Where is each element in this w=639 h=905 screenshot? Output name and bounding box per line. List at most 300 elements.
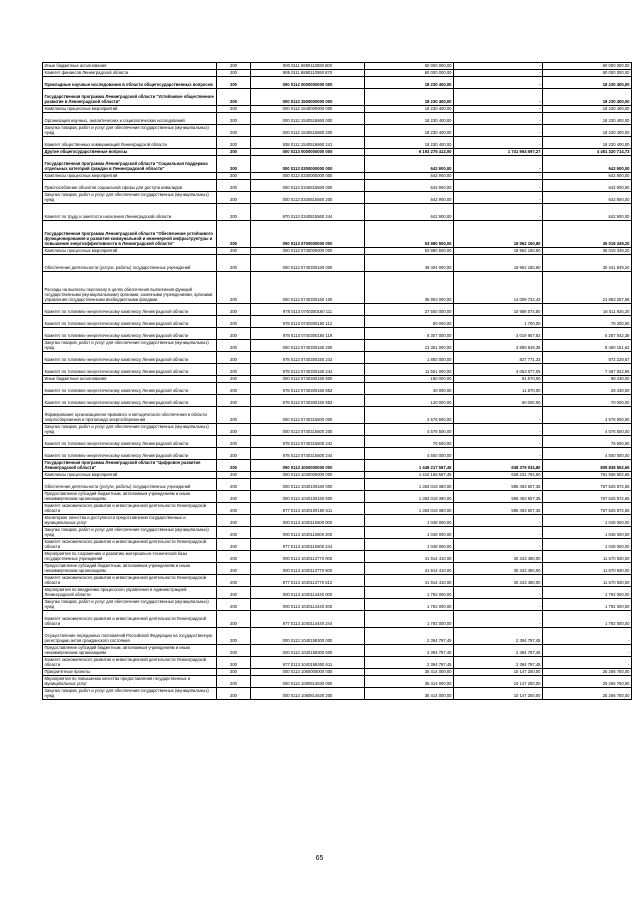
row-name-cell: Закупка товаров, работ и услуг для обеспечения государственных (муниципальных) нужд [43,340,217,352]
row-name-cell: Закупка товаров, работ и услуг для обеспечения государственных (муниципальных) нужд [43,527,217,539]
executed-amount-cell: - [454,527,543,539]
row-name-cell: Обеспечение деятельности (услуги, работы) государственных учреждений [43,479,217,491]
line-code-cell: 200 [217,645,251,657]
table-row [43,89,632,106]
row-name-cell: Комитет по топливно-энергетическому комплексу Ленинградской области [43,352,217,364]
approved-amount-cell: 2 394 797,45 [365,645,454,657]
unexecuted-amount-cell: 1 048 000,00 [543,539,632,551]
unexecuted-amount-cell: 1 792 000,00 [543,587,632,599]
table-row [43,272,632,304]
row-name-cell: Комплексы процессных мероприятий [43,106,217,113]
row-name-cell: Закупка товаров, работ и услуг для обеспечения государственных (муниципальных) нужд [43,424,217,436]
executed-amount-cell: 595 493 507,35 [454,479,543,491]
row-name-cell: Государственная программа Ленинградской области "Устойчивое общественное развитие в Ленинградской области" [43,89,217,106]
budget-classification-code-cell: 978 0113 0740300160 852 [251,383,365,395]
row-name-cell: Закупка товаров, работ и услуг для обеспечения государственных (муниципальных) нужд [43,125,217,137]
table-row [43,316,632,328]
executed-amount-cell: 638 379 034,80 [454,460,543,472]
unexecuted-amount-cell: 28 430,00 [543,383,632,395]
unexecuted-amount-cell: 1 792 000,00 [543,599,632,611]
line-code-cell: 200 [217,503,251,515]
budget-classification-code-cell: 000 0113 1040100160 000 [251,479,365,491]
line-code-cell: 200 [217,563,251,575]
table-row [43,192,632,204]
budget-classification-code-cell: 000 0113 1060814630 200 [251,688,365,700]
executed-amount-cell: 30 343 480,00 [454,563,543,575]
approved-amount-cell: 53 980 500,00 [365,221,454,248]
budget-classification-code-cell: 000 0113 1040114440 000 [251,587,365,599]
table-row [43,248,632,255]
row-name-cell: Государственная программа Ленинградской области "Социальная поддержка отдельных категорий граждан в Ленинградской области" [43,156,217,173]
table-row [43,149,632,156]
approved-amount-cell: 642 900,00 [365,180,454,192]
budget-classification-code-cell: 970 0113 0340815560 244 [251,204,365,221]
budget-classification-code-cell: 000 0113 1040000000 000 [251,472,365,479]
unexecuted-amount-cell: 11 570 930,00 [543,575,632,587]
line-code-cell: 200 [217,436,251,448]
unexecuted-amount-cell: - [543,657,632,669]
executed-amount-cell: 4 890 848,38 [454,340,543,352]
table-row [43,376,632,383]
unexecuted-amount-cell: 35 018 349,20 [543,221,632,248]
approved-amount-cell: 642 900,00 [365,156,454,173]
approved-amount-cell: 1 363 019 380,00 [365,491,454,503]
budget-classification-code-cell: 000 0113 0740300160 100 [251,272,365,304]
budget-classification-code-cell: 978 0113 0740300160 244 [251,364,365,376]
approved-amount-cell: 160 000,00 [365,376,454,383]
unexecuted-amount-cell: 1 048 000,00 [543,527,632,539]
table-row [43,77,632,89]
line-code-cell: 200 [217,376,251,383]
line-code-cell: 200 [217,173,251,180]
unexecuted-amount-cell: 8 460 151,62 [543,340,632,352]
executed-amount-cell: - [454,63,543,70]
line-code-cell: 200 [217,192,251,204]
table-row [43,407,632,424]
executed-amount-cell: 10 988 074,80 [454,304,543,316]
approved-amount-cell: 49 404 000,00 [365,255,454,272]
executed-amount-cell: - [454,125,543,137]
row-name-cell: Комплексы процессных мероприятий [43,472,217,479]
unexecuted-amount-cell: 18 230 400,00 [543,125,632,137]
approved-amount-cell: 41 914 410,00 [365,551,454,563]
unexecuted-amount-cell: 18 230 400,00 [543,106,632,113]
page-number: 65 [315,855,324,862]
executed-amount-cell: - [454,77,543,89]
approved-amount-cell: 35 414 000,00 [365,669,454,676]
line-code-cell: 200 [217,472,251,479]
budget-classification-code-cell: 000 0113 0340815560 200 [251,192,365,204]
executed-amount-cell: - [454,173,543,180]
approved-amount-cell: 18 230 400,00 [365,137,454,149]
line-code-cell: 200 [217,255,251,272]
executed-amount-cell: - [454,611,543,628]
line-code-cell: 200 [217,424,251,436]
approved-amount-cell: 4 500 000,00 [365,448,454,460]
approved-amount-cell: 80 000,00 [365,316,454,328]
budget-table-sheet [42,62,630,700]
approved-amount-cell: 35 893 000,00 [365,272,454,304]
line-code-cell: 200 [217,89,251,106]
budget-classification-code-cell: 000 0112 1540516860 200 [251,125,365,137]
unexecuted-amount-cell: 76 500,00 [543,436,632,448]
row-name-cell: Закупка товаров, работ и услуг для обеспечения государственных (муниципальных) нужд [43,599,217,611]
table-row [43,424,632,436]
approved-amount-cell: 60 000 000,00 [365,70,454,77]
budget-classification-code-cell: 978 0113 0740300160 111 [251,304,365,316]
table-row [43,688,632,700]
line-code-cell: 200 [217,448,251,460]
row-name-cell: Предоставление субсидий бюджетным, автономным учреждениям и иным некоммерческим организациям [43,563,217,575]
approved-amount-cell: 1 792 000,00 [365,611,454,628]
executed-amount-cell: 10 147 250,00 [454,669,543,676]
budget-classification-code-cell: 000 0113 1060000000 000 [251,669,365,676]
executed-amount-cell: - [454,89,543,106]
line-code-cell: 200 [217,221,251,248]
budget-classification-code-cell: 000 0113 0000000000 000 [251,149,365,156]
approved-amount-cell: 1 448 217 587,45 [365,460,454,472]
line-code-cell: 200 [217,77,251,89]
unexecuted-amount-cell: 4 576 500,00 [543,424,632,436]
line-code-cell: 200 [217,669,251,676]
executed-amount-cell: - [454,180,543,192]
table-row [43,395,632,407]
row-name-cell: Другие общегосударственные вопросы [43,149,217,156]
row-name-cell: Мероприятия по внедрению процессного управления в Администрацией Ленинградской области [43,587,217,599]
approved-amount-cell: 18 230 400,00 [365,125,454,137]
line-code-cell: 200 [217,479,251,491]
line-code-cell: 200 [217,515,251,527]
approved-amount-cell: 76 500,00 [365,436,454,448]
approved-amount-cell: 41 914 410,00 [365,563,454,575]
budget-classification-code-cell: 977 0113 1040113770 612 [251,575,365,587]
budget-classification-code-cell: 000 0113 1040110600 000 [251,515,365,527]
row-name-cell: Закупка товаров, работ и услуг для обеспечения государственных (муниципальных) нужд [43,688,217,700]
row-name-cell: Формирование организационно-правового и методического обеспечения в области энергосбережения и пропаганда энергосбережения [43,407,217,424]
executed-amount-cell: - [454,407,543,424]
executed-amount-cell: 595 493 507,35 [454,503,543,515]
table-row [43,156,632,173]
line-code-cell: 200 [217,204,251,221]
line-code-cell: 200 [217,491,251,503]
row-name-cell: Расходы на выплаты персоналу в целях обеспечения выполнения функций государственными (муниципальными) органами, казенными учреждениями, органами управления государственными внебюджетными фондами [43,272,217,304]
executed-amount-cell: 1 741 954 697,27 [454,149,543,156]
unexecuted-amount-cell: 809 838 552,65 [543,460,632,472]
executed-amount-cell: 4 063 077,05 [454,364,543,376]
unexecuted-amount-cell: 972 228,67 [543,352,632,364]
table-row [43,460,632,472]
row-name-cell: Комитет экономического развития и инвестиционной деятельности Ленинградской области [43,575,217,587]
budget-classification-code-cell: 000 0113 0740300160 000 [251,255,365,272]
line-code-cell: 200 [217,180,251,192]
approved-amount-cell: 41 914 410,00 [365,575,454,587]
unexecuted-amount-cell: 18 230 400,00 [543,137,632,149]
row-name-cell: Предоставление субсидий бюджетным, автономным учреждениям и иным некоммерческим организациям [43,645,217,657]
budget-classification-code-cell: 000 0112 0000000000 000 [251,77,365,89]
approved-amount-cell: 1 048 000,00 [365,539,454,551]
unexecuted-amount-cell: - [543,645,632,657]
row-name-cell: Закупка товаров, работ и услуг для обеспечения государственных (муниципальных) нужд [43,192,217,204]
budget-classification-code-cell: 978 0113 0740300160 119 [251,328,365,340]
executed-amount-cell: 10 147 250,00 [454,676,543,688]
approved-amount-cell: 4 576 500,00 [365,424,454,436]
executed-amount-cell: 10 147 250,00 [454,688,543,700]
unexecuted-amount-cell: 16 511 925,20 [543,304,632,316]
unexecuted-amount-cell: 11 570 930,00 [543,551,632,563]
executed-amount-cell: 30 343 480,00 [454,551,543,563]
line-code-cell: 200 [217,340,251,352]
row-name-cell: Комитет экономического развития и инвестиционной деятельности Ленинградской области [43,611,217,628]
executed-amount-cell: 1 700,00 [454,316,543,328]
table-row [43,137,632,149]
line-code-cell: 200 [217,383,251,395]
approved-amount-cell: 27 500 000,00 [365,304,454,316]
row-name-cell: Комитет экономического развития и инвестиционной деятельности Ленинградской области [43,503,217,515]
budget-classification-code-cell: 000 0111 6890110060 800 [251,63,365,70]
row-name-cell: Комплексы процессных мероприятий [43,173,217,180]
table-row [43,645,632,657]
table-row [43,180,632,192]
approved-amount-cell: 11 551 000,00 [365,364,454,376]
unexecuted-amount-cell: 11 570 930,00 [543,563,632,575]
budget-classification-code-cell: 978 0113 0740300160 242 [251,352,365,364]
unexecuted-amount-cell: 642 900,00 [543,156,632,173]
unexecuted-amount-cell: 767 525 872,65 [543,479,632,491]
budget-classification-code-cell: 978 0113 0740300160 112 [251,316,365,328]
unexecuted-amount-cell: 642 900,00 [543,180,632,192]
table-row [43,515,632,527]
budget-classification-code-cell: 000 0113 0700000000 000 [251,221,365,248]
executed-amount-cell: - [454,192,543,204]
budget-classification-code-cell: 000 0112 1540516860 000 [251,113,365,125]
row-name-cell: Организация научных, аналитических и социологических исследований [43,113,217,125]
approved-amount-cell: 8 307 000,00 [365,328,454,340]
executed-amount-cell: 628 231 784,80 [454,472,543,479]
unexecuted-amount-cell: 25 266 750,00 [543,688,632,700]
budget-classification-code-cell: 000 0113 0740315500 200 [251,424,365,436]
row-name-cell: Комитет по труду и занятости населения Ленинградской области [43,204,217,221]
line-code-cell: 200 [217,352,251,364]
budget-classification-code-cell: 000 0113 1040110600 200 [251,527,365,539]
unexecuted-amount-cell: 781 936 802,65 [543,472,632,479]
approved-amount-cell: 1 410 168 587,45 [365,472,454,479]
table-row [43,479,632,491]
row-name-cell: Осуществление переданных полномочий Российской Федерации на государственную регистрацию актов гражданского состояния [43,628,217,645]
executed-amount-cell: 595 493 507,35 [454,491,543,503]
table-row [43,503,632,515]
table-row [43,599,632,611]
unexecuted-amount-cell: 18 230 400,00 [543,113,632,125]
budget-classification-code-cell: 000 0113 0740000000 000 [251,248,365,255]
line-code-cell: 200 [217,575,251,587]
line-code-cell: 200 [217,106,251,113]
line-code-cell: 200 [217,63,251,70]
unexecuted-amount-cell: 70 000,00 [543,395,632,407]
line-code-cell: 200 [217,688,251,700]
line-code-cell: 200 [217,316,251,328]
unexecuted-amount-cell: 7 487 922,95 [543,364,632,376]
budget-classification-code-cell: 000 0113 0300000000 000 [251,156,365,173]
executed-amount-cell: 2 394 797,45 [454,645,543,657]
executed-amount-cell: 61 570,00 [454,376,543,383]
line-code-cell: 200 [217,657,251,669]
table-row [43,70,632,77]
approved-amount-cell: 18 230 400,00 [365,77,454,89]
approved-amount-cell: 53 980 500,00 [365,248,454,255]
approved-amount-cell: 1 792 000,00 [365,587,454,599]
approved-amount-cell: 1 363 019 380,00 [365,503,454,515]
executed-amount-cell: 2 394 797,45 [454,657,543,669]
budget-classification-code-cell: 000 0113 0340000000 000 [251,173,365,180]
table-row [43,106,632,113]
unexecuted-amount-cell: 60 000 000,00 [543,63,632,70]
table-row [43,328,632,340]
budget-classification-code-cell: 000 0113 0340815560 000 [251,180,365,192]
unexecuted-amount-cell: 1 048 000,00 [543,515,632,527]
budget-classification-code-cell: 000 0113 1040159300 000 [251,628,365,645]
approved-amount-cell: 2 394 797,45 [365,657,454,669]
approved-amount-cell: 642 900,00 [365,192,454,204]
table-row [43,383,632,395]
unexecuted-amount-cell: 60 000 000,00 [543,70,632,77]
table-row [43,125,632,137]
line-code-cell: 200 [217,539,251,551]
executed-amount-cell: 2 394 797,45 [454,628,543,645]
line-code-cell: 200 [217,407,251,424]
line-code-cell: 200 [217,70,251,77]
table-row [43,551,632,563]
line-code-cell: 200 [217,527,251,539]
unexecuted-amount-cell: 35 018 349,20 [543,248,632,255]
executed-amount-cell: 30 343 480,00 [454,575,543,587]
line-code-cell: 200 [217,395,251,407]
budget-classification-code-cell: 000 0113 1040114440 200 [251,599,365,611]
budget-classification-code-cell: 000 0113 0740300160 800 [251,376,365,383]
budget-classification-code-cell: 978 0113 0740315500 242 [251,436,365,448]
table-row [43,539,632,551]
unexecuted-amount-cell: 25 266 750,00 [543,676,632,688]
table-row [43,436,632,448]
approved-amount-cell: 1 048 000,00 [365,515,454,527]
executed-amount-cell: - [454,137,543,149]
unexecuted-amount-cell: 5 287 042,38 [543,328,632,340]
line-code-cell: 200 [217,460,251,472]
row-name-cell: Приоритетные проекты [43,669,217,676]
table-row [43,669,632,676]
unexecuted-amount-cell: 30 441 849,20 [543,255,632,272]
budget-classification-code-cell: 985 0111 6890110060 870 [251,70,365,77]
approved-amount-cell: 60 000 000,00 [365,63,454,70]
row-name-cell: Комитет по топливно-энергетическому комплексу Ленинградской области [43,448,217,460]
budget-classification-code-cell: 977 0113 1040110600 244 [251,539,365,551]
approved-amount-cell: 642 900,00 [365,173,454,180]
unexecuted-amount-cell: 21 883 267,58 [543,272,632,304]
executed-amount-cell: - [454,106,543,113]
line-code-cell: 200 [217,149,251,156]
approved-amount-cell: 4 576 500,00 [365,407,454,424]
row-name-cell: Мероприятия по сохранению и развитию материально-технической базы государственных учреждений [43,551,217,563]
line-code-cell: 200 [217,328,251,340]
unexecuted-amount-cell: - [543,628,632,645]
table-row [43,611,632,628]
line-code-cell: 200 [217,304,251,316]
row-name-cell: Комитет общественных коммуникаций Ленинградской области [43,137,217,149]
unexecuted-amount-cell: 18 230 400,00 [543,77,632,89]
table-row [43,563,632,575]
approved-amount-cell: 6 193 275 412,00 [365,149,454,156]
line-code-cell: 200 [217,113,251,125]
approved-amount-cell: 120 000,00 [365,395,454,407]
executed-amount-cell: - [454,599,543,611]
unexecuted-amount-cell: 767 525 872,65 [543,503,632,515]
row-name-cell: Государственная программа Ленинградской области "Обеспечение устойчивого функционирования и развития коммунальной и инженерной инфраструктуры и повышение энергоэффективности в Ленинградской области" [43,221,217,248]
executed-amount-cell: 3 019 957,62 [454,328,543,340]
executed-amount-cell: 18 962 150,80 [454,255,543,272]
line-code-cell: 200 [217,272,251,304]
table-row [43,587,632,599]
row-name-cell: Комитет по топливно-энергетическому комплексу Ленинградской области [43,383,217,395]
table-row [43,575,632,587]
row-name-cell: Комитет экономического развития и инвестиционной деятельности Ленинградской области [43,539,217,551]
approved-amount-cell: 642 900,00 [365,204,454,221]
executed-amount-cell: 827 771,33 [454,352,543,364]
executed-amount-cell: - [454,70,543,77]
executed-amount-cell: 14 009 732,42 [454,272,543,304]
budget-classification-code-cell: 978 0113 0740300160 853 [251,395,365,407]
table-row [43,63,632,70]
executed-amount-cell: - [454,156,543,173]
executed-amount-cell: - [454,587,543,599]
line-code-cell: 200 [217,628,251,645]
budget-classification-code-cell: 977 0113 1040100160 611 [251,503,365,515]
line-code-cell: 200 [217,125,251,137]
executed-amount-cell: - [454,515,543,527]
table-body [43,63,632,700]
row-name-cell: Комитет по топливно-энергетическому комплексу Ленинградской области [43,395,217,407]
table-row [43,527,632,539]
executed-amount-cell: 50 000,00 [454,395,543,407]
budget-classification-code-cell: 000 0113 1040100160 600 [251,491,365,503]
budget-classification-code-cell: 977 0113 1040114440 244 [251,611,365,628]
executed-amount-cell: 18 962 150,80 [454,221,543,248]
unexecuted-amount-cell: 642 900,00 [543,204,632,221]
approved-amount-cell: 1 048 000,00 [365,527,454,539]
row-name-cell: Комитет финансов Ленинградской области [43,70,217,77]
line-code-cell: 200 [217,364,251,376]
budget-classification-code-cell: 000 0113 1000000000 000 [251,460,365,472]
approved-amount-cell: 40 000,00 [365,383,454,395]
approved-amount-cell: 13 351 000,00 [365,340,454,352]
budget-classification-code-cell: 978 0113 0740315500 244 [251,448,365,460]
unexecuted-amount-cell: 98 430,00 [543,376,632,383]
budget-classification-code-cell: 000 0112 1500000000 000 [251,89,365,106]
approved-amount-cell: 35 414 000,00 [365,688,454,700]
line-code-cell: 200 [217,248,251,255]
row-name-cell: Комитет экономического развития и инвестиционной деятельности Ленинградской области [43,657,217,669]
row-name-cell: Комитет по топливно-энергетическому комплексу Ленинградской области [43,316,217,328]
table-row [43,173,632,180]
unexecuted-amount-cell: 767 525 872,65 [543,491,632,503]
table-row [43,472,632,479]
row-name-cell: Обеспечение деятельности (услуги, работы) государственных учреждений [43,255,217,272]
table-row [43,352,632,364]
executed-amount-cell: - [454,436,543,448]
row-name-cell: Иные бюджетные ассигнования [43,63,217,70]
unexecuted-amount-cell: 4 576 500,00 [543,407,632,424]
unexecuted-amount-cell: 4 451 320 714,73 [543,149,632,156]
executed-amount-cell: - [454,448,543,460]
table-row [43,204,632,221]
